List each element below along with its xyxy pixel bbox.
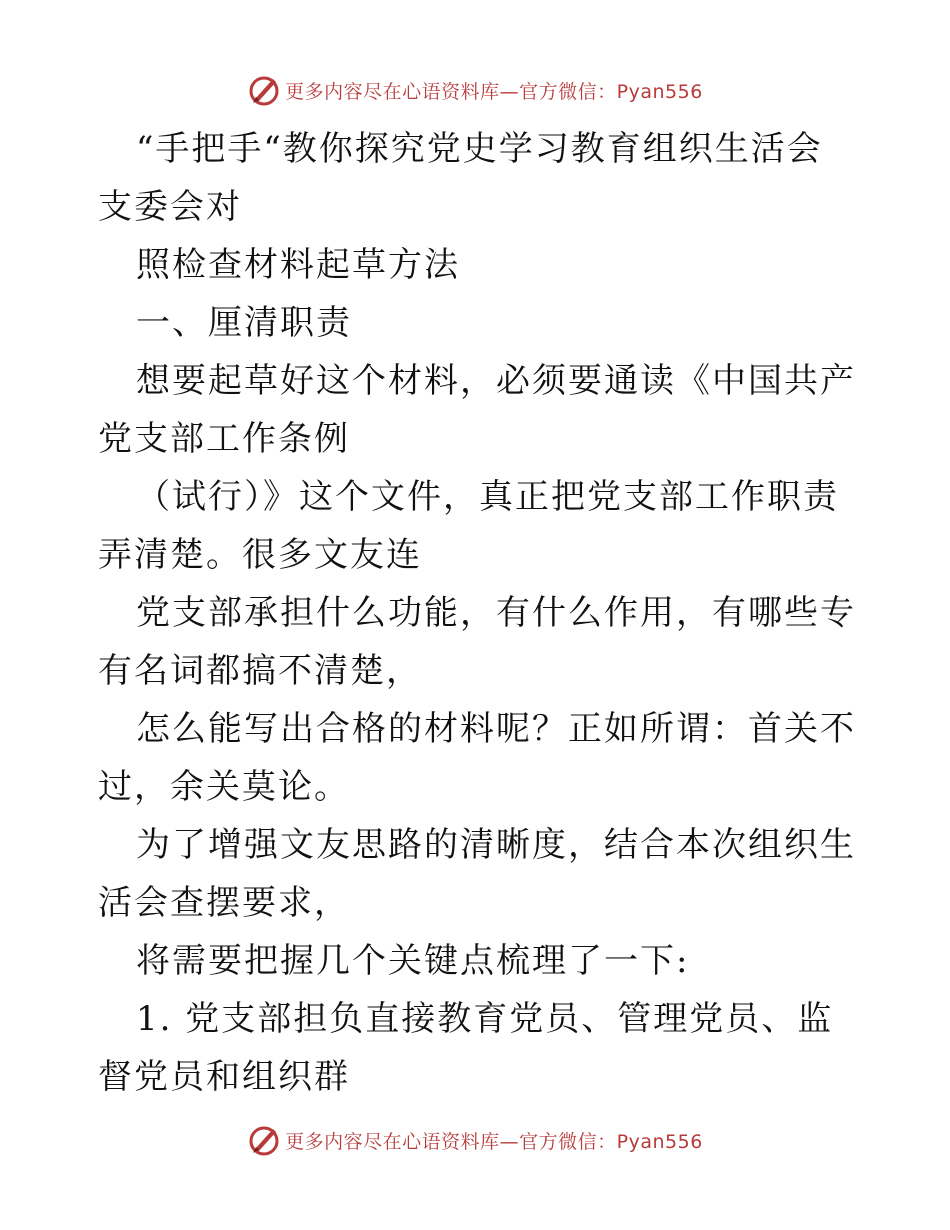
paragraph: 为了增强文友思路的清晰度，结合本次组织生活会查摆要求， bbox=[98, 825, 856, 923]
header-banner-text: 更多内容尽在心语资料库—官方微信：Pyan556 bbox=[285, 80, 703, 103]
paragraph: 怎么能写出合格的材料呢？正如所谓：首关不过，余关莫论。 bbox=[98, 709, 856, 807]
document-body bbox=[98, 120, 858, 1106]
list-item: 1. 党支部担负直接教育党员、管理党员、监督党员和组织群 bbox=[98, 999, 834, 1097]
paragraph-title: “手把手“教你探究党史学习教育组织生活会支委会对 bbox=[98, 129, 823, 227]
paragraph: （试行）》这个文件，真正把党支部工作职责弄清楚。很多文友连 bbox=[98, 477, 839, 575]
paragraph: 想要起草好这个材料，必须要通读《中国共产党支部工作条例 bbox=[98, 361, 856, 459]
paragraph: 党支部承担什么功能，有什么作用，有哪些专有名词都搞不清楚， bbox=[98, 593, 856, 691]
paragraph: 将需要把握几个关键点梳理了一下: bbox=[136, 941, 690, 981]
quill-pen-logo-icon bbox=[247, 1123, 281, 1157]
quill-pen-logo-icon bbox=[247, 73, 281, 107]
paragraph-subtitle: 照检查材料起草方法 bbox=[136, 245, 460, 285]
section-heading: 一、厘清职责 bbox=[136, 303, 352, 343]
header-banner bbox=[0, 70, 950, 110]
footer-banner bbox=[0, 1120, 950, 1160]
footer-banner-text: 更多内容尽在心语资料库—官方微信：Pyan556 bbox=[285, 1130, 703, 1153]
